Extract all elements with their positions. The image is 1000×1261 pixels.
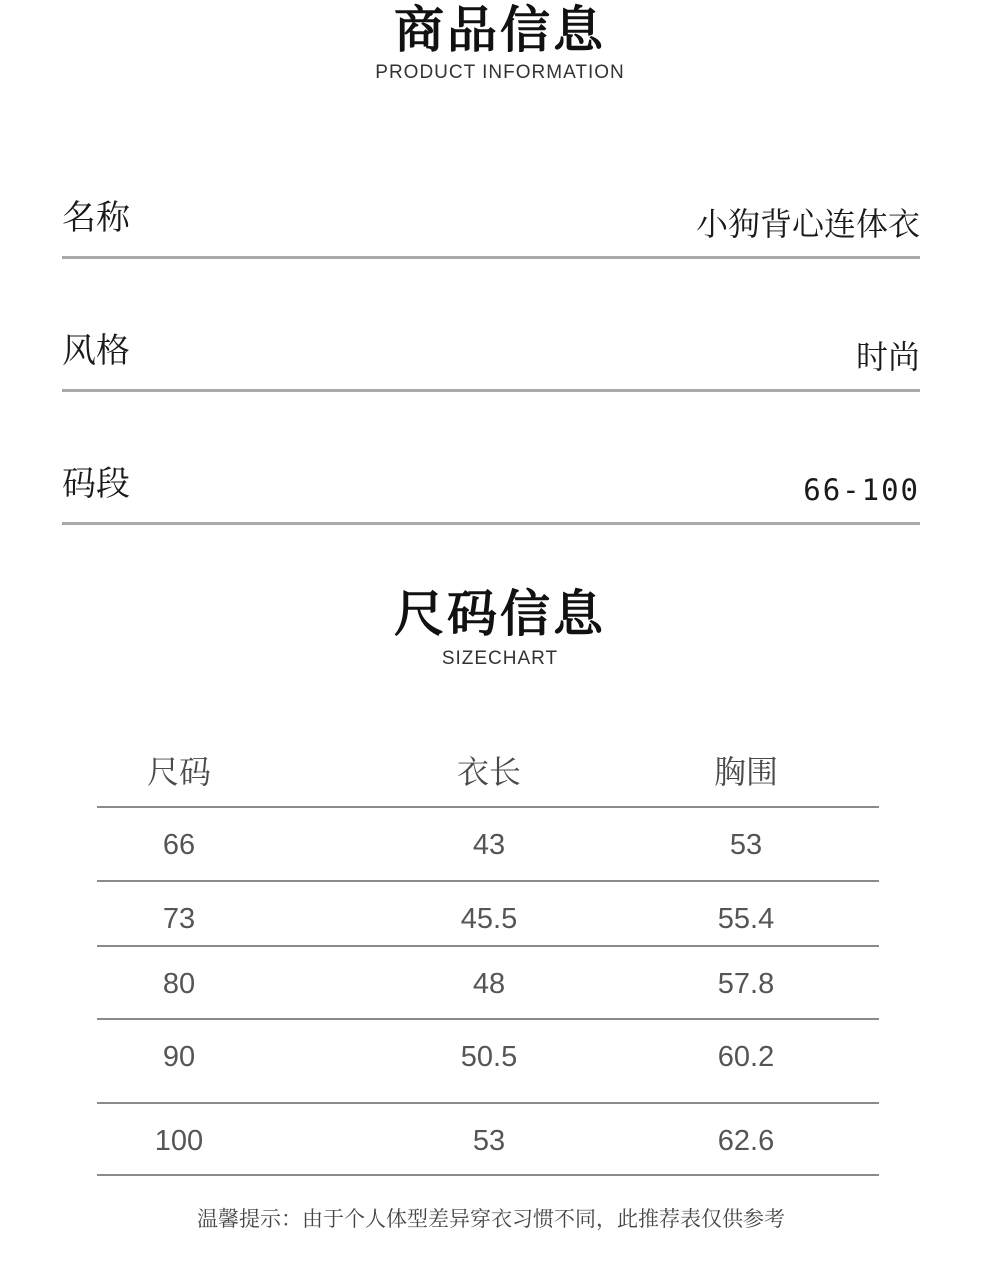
table-row — [97, 808, 879, 882]
cell-length: 53 — [472, 1125, 506, 1157]
size-chart-subtitle: SIZECHART — [441, 648, 559, 669]
cell-chest: 57.8 — [717, 968, 775, 1000]
info-value-size-range: 66-100 — [803, 473, 920, 507]
info-value-style: 时尚 — [855, 338, 920, 376]
cell-chest: 53 — [729, 829, 763, 861]
cell-chest: 60.2 — [717, 1041, 775, 1073]
cell-size: 100 — [154, 1125, 204, 1157]
info-row-size-range — [62, 462, 920, 525]
header-size: 尺码 — [146, 753, 211, 791]
table-row — [97, 882, 879, 947]
info-row-style — [62, 329, 920, 392]
product-info-subtitle: PRODUCT INFORMATION — [375, 62, 625, 83]
table-row — [97, 947, 879, 1020]
info-label-size-range: 码段 — [62, 464, 130, 504]
cell-length: 43 — [472, 829, 506, 861]
table-row — [97, 1020, 879, 1104]
size-chart-title: 尺码信息 — [394, 585, 606, 643]
header-chest: 胸围 — [713, 753, 778, 791]
product-info-title: 商品信息 — [394, 1, 606, 59]
cell-length: 48 — [472, 968, 506, 1000]
cell-size: 66 — [162, 829, 196, 861]
cell-size: 73 — [162, 903, 196, 935]
table-row — [97, 1104, 879, 1176]
size-tip-note: 温馨提示：由于个人体型差异穿衣习惯不同，此推荐表仅供参考 — [197, 1207, 785, 1231]
cell-chest: 62.6 — [717, 1125, 775, 1157]
info-label-name: 名称 — [62, 198, 130, 238]
info-value-name: 小狗背心连体衣 — [695, 205, 920, 243]
size-table — [97, 740, 879, 1176]
cell-length: 50.5 — [460, 1041, 518, 1073]
table-header-row — [97, 740, 879, 808]
info-row-name — [62, 196, 920, 259]
cell-length: 45.5 — [460, 903, 518, 935]
info-label-style: 风格 — [62, 331, 130, 371]
cell-size: 90 — [162, 1041, 196, 1073]
cell-chest: 55.4 — [717, 903, 775, 935]
header-length: 衣长 — [456, 753, 521, 791]
cell-size: 80 — [162, 968, 196, 1000]
